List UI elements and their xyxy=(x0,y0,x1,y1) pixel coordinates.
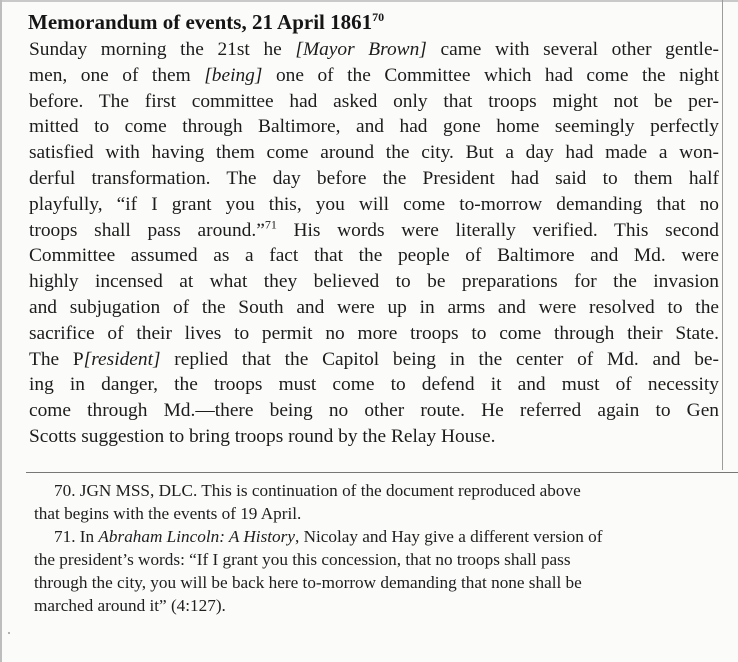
footnote-line xyxy=(34,525,722,548)
body-line xyxy=(29,63,719,89)
text-run: and subjugation of the South and were up in arms and were resolved to the xyxy=(29,296,719,318)
text-run: playfully, “if I grant you this, you will come to-morrow demanding that no xyxy=(29,193,719,215)
body-line xyxy=(29,372,719,398)
book-title: Abraham Lincoln: A History xyxy=(98,527,295,546)
editorial-insertion: [resident] xyxy=(83,348,161,370)
text-run: Sunday morning the 21st he xyxy=(29,39,296,60)
scan-speck xyxy=(8,632,10,634)
body-line xyxy=(29,140,719,166)
text-run: Scotts suggestion to bring troops round by the Relay House. xyxy=(29,425,496,447)
heading-title: Memorandum of events, 21 April 1861 xyxy=(28,10,373,34)
text-run: replied that the Capitol being in the center of Md. and be- xyxy=(160,348,719,370)
footnotes-block xyxy=(34,479,722,617)
scan-edge-left xyxy=(0,0,2,662)
body-line xyxy=(29,321,719,347)
text-run: that begins with the events of 19 April. xyxy=(34,504,302,523)
text-run: troops shall pass around.” xyxy=(29,219,265,241)
text-run: marched around it” (4:127). xyxy=(34,596,226,615)
text-run: sacrifice of their lives to permit no more troops to come through their State. xyxy=(29,322,719,344)
text-run: 71. In xyxy=(54,527,99,546)
text-run: came with several other gentle- xyxy=(426,39,720,60)
scan-edge-right xyxy=(722,0,723,470)
footnote-divider xyxy=(26,472,738,473)
text-run: derful transformation. The day before the President had said to them half xyxy=(29,167,719,189)
body-line xyxy=(29,424,719,450)
text-run: , Nicolay and Hay give a different version of xyxy=(294,527,603,546)
text-run: Committee assumed as a fact that the people of Baltimore and Md. were xyxy=(29,245,719,267)
memorandum-heading xyxy=(28,9,384,35)
text-run: 70. JGN MSS, DLC. This is continuation of the document reproduced above xyxy=(54,481,581,500)
text-run: His words were literally verified. This second xyxy=(276,219,719,241)
text-run: come through Md.—there being no other route. He referred again to Gen xyxy=(29,400,719,422)
text-run: men, one of them xyxy=(29,64,205,86)
body-line xyxy=(29,37,719,63)
text-run: mitted to come through Baltimore, and had gone home seemingly perfectly xyxy=(29,116,719,138)
body-line xyxy=(29,192,719,218)
body-line xyxy=(29,89,719,115)
text-run: satisfied with having them come around the city. But a day had made a won- xyxy=(29,142,719,164)
text-run: one of the Committee which had come the night xyxy=(262,64,720,86)
body-line xyxy=(29,166,719,192)
text-run: The P xyxy=(29,348,84,370)
footnote-line xyxy=(34,548,722,571)
footnote-reference: 71 xyxy=(264,217,277,232)
body-line xyxy=(29,218,719,244)
footnote-line xyxy=(34,479,722,502)
text-run: the president’s words: “If I grant you this concession, that no troops shall pass xyxy=(34,550,571,569)
footnote-line xyxy=(34,571,722,594)
body-line xyxy=(29,243,719,269)
body-line xyxy=(29,398,719,424)
text-run: ing in danger, the troops must come to defend it and must of necessity xyxy=(29,374,719,396)
text-run: through the city, you will be back here to-morrow demanding that none shall be xyxy=(34,573,582,592)
body-line xyxy=(29,269,719,295)
editorial-insertion: [Mayor Brown] xyxy=(295,39,427,60)
text-run: highly incensed at what they believed to be preparations for the invasion xyxy=(29,271,719,293)
footnote-line xyxy=(34,502,722,525)
editorial-insertion: [being] xyxy=(204,64,263,86)
body-line xyxy=(29,295,719,321)
body-line xyxy=(29,347,719,373)
text-run: before. The first committee had asked only that troops might not be per- xyxy=(29,90,719,112)
heading-footnote-marker: 70 xyxy=(372,10,385,24)
body-line xyxy=(29,114,719,140)
memorandum-body xyxy=(29,37,719,450)
scan-edge-top xyxy=(0,0,738,2)
footnote-line xyxy=(34,594,722,617)
